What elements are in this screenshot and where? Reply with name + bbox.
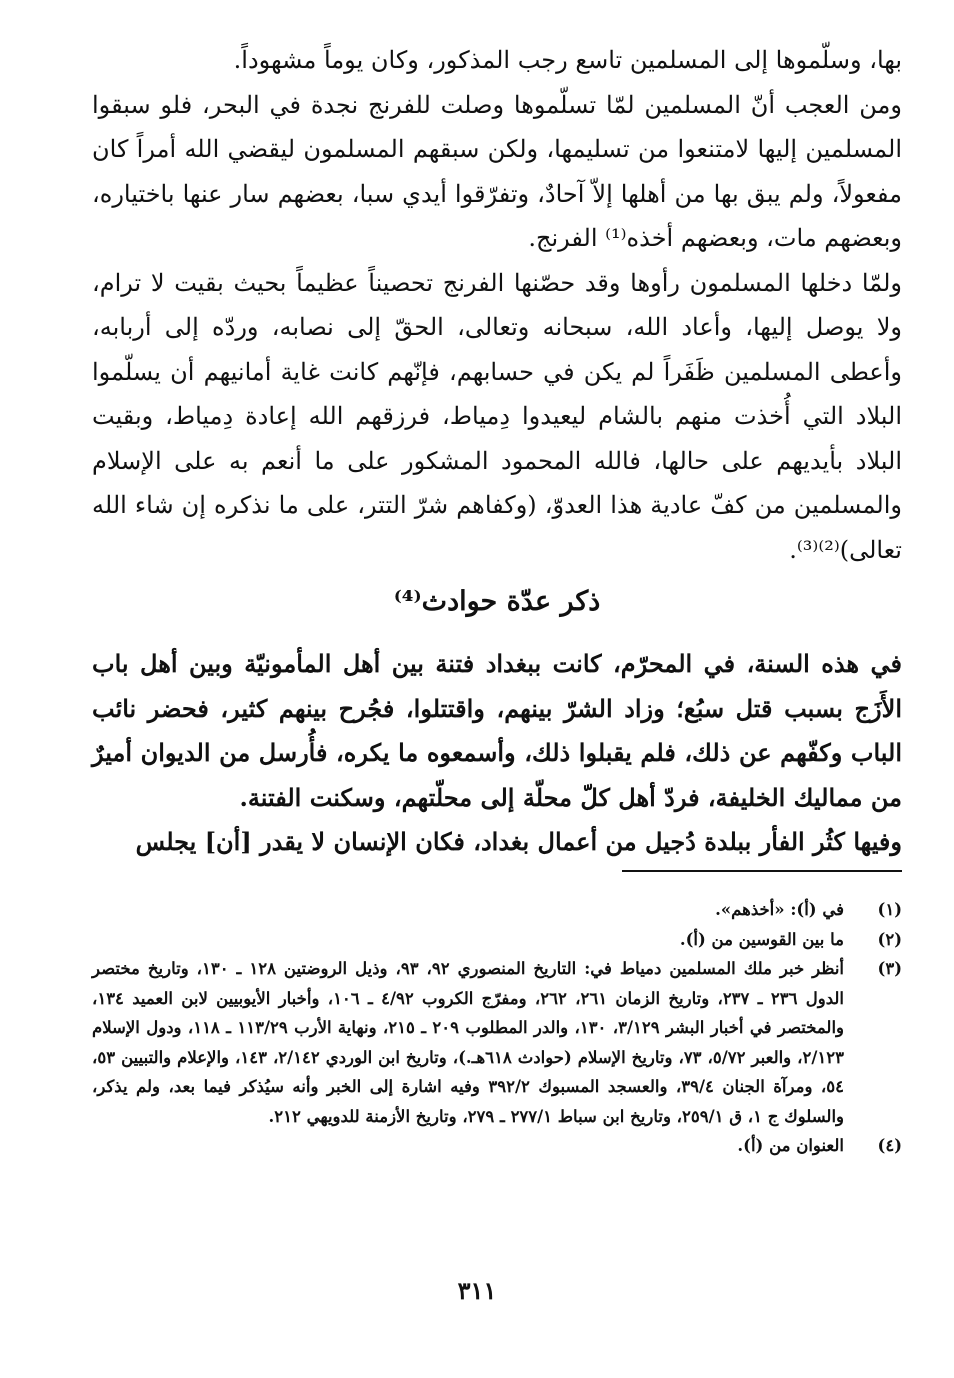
footnote-text: أنظر خبر ملك المسلمين دمياط في: التاريخ المنصوري ٩٢، ٩٣، وذيل الروضتين ١٢٨ ـ ١٣٠، وتاريخ مختصر الدول ٢٣٦ ـ ٢٣٧، وتاريخ الزمان ٢٦١، ٢٦٢، ومفرّج الكروب ٤/٩٢ ـ ١٠٦، وأخبار الأيوبيين لابن العميد ١٣٤، والمختصر في أخبار البشر ٣/١٢٩، ١٣٠، والدر المطلوب ٢٠٩ ـ ٢١٥، ونهاية الأرب ١١٣/٢٩ ـ ١١٨، ودول الإسلام ٢/١٢٣، والعبر ٥/٧٢، ٧٣، وتاريخ الإسلام (حوادث ٦١٨هـ.)، وتاريخ ابن الوردي ٢/١٤٢، ١٤٣، والإعلام والتبيين ٥٣، ٥٤، ومرآة الجنان ٣٩/٤، والعسجد المسبوك ٣٩٢/٢ وفيه اشارة إلى الخبر وأنه سيُذكر فيما بعد، ولم يذكر، والسلوك ج ١، ق ٢٥٩/١، وتاريخ ابن سباط ٢٧٧/١ ـ ٢٧٩، وتاريخ الأزمنة للدويهي ٢١٢. (92, 959, 845, 1126)
footnotes (92, 895, 902, 1161)
footnote-text: في (أ): «أخذهم». (715, 900, 844, 919)
paragraph-4: في هذه السنة، في المحرّم، كانت ببغداد فتنة بين أهل المأمونيّة وبين أهل باب الأَزَج بسبب قتل سبُع؛ وزاد الشرّ بينهم، واقتتلوا، فجُرح بينهم كثير، فحضر نائب الباب وكفّهم عن ذلك، فلم يقبلوا ذلك، وأسمعوه ما يكره، فأُرسل من الديوان أميرٌ من مماليك الخليفة، فردّ أهل كلّ محلّة إلى محلّتهم، وسكنت الفتنة. (92, 649, 903, 812)
paragraph-1: بها، وسلّموها إلى المسلمين تاسع رجب المذكور، وكان يوماً مشهوداً. (233, 46, 902, 74)
paragraph-2: ومن العجب أنّ المسلمين لمّا تسلّموها وصلت للفرنج نجدة في البحر، فلو سبقوا المسلمين إليها لامتنعوا من تسليمها، ولكن سبقهم المسلمون ليقضي الله أمراً كان مفعولاً، ولم يبق بها من أهلها إلاّ آحادٌ، وتفرّقوا أيدي سبا، بعضهم سار عنها باختياره، وبعضهم مات، وبعضهم أخذه⁽¹⁾ الفرنج. (92, 90, 903, 252)
section-heading: ذكر عدّة حوادث⁽⁴⁾ (393, 586, 601, 617)
paragraph-3: ولمّا دخلها المسلمون رأوها وقد حصّنها الفرنج تحصيناً عظيماً بحيث بقيت لا ترام، ولا يوصل إليها، وأعاد الله، سبحانه وتعالى، الحقّ إلى نصابه، وردّه إلى أربابه، وأعطى المسلمين ظَفَراً لم يكن في حسابهم، فإنّهم كانت غاية أمانيهم أن يسلّموا البلاد التي أُخذت منهم بالشام ليعيدوا دِمياط، فرزقهم الله إعادة دِمياط، وبقيت البلاد بأيديهم على حالها، فالله المحمود المشكور على ما أنعم به على الإسلام والمسلمين من كفّ عادية هذا العدوّ، (وكفاهم شرّ التتر، على ما نذكره إن شاء الله تعالى)⁽²⁾⁽³⁾. (92, 268, 902, 564)
main-text (92, 38, 902, 865)
footnote-number: (٤) (877, 1136, 902, 1155)
footnote-number: (٣) (877, 959, 902, 978)
footnote-separator (622, 870, 902, 872)
footnote-text: العنوان من (أ). (737, 1136, 844, 1155)
footnote-number: (١) (877, 900, 902, 919)
footnote-2 (92, 925, 902, 955)
footnote-number: (٢) (877, 929, 902, 949)
paragraph-5: وفيها كثُر الفأر ببلدة دُجيل من أعمال بغداد، فكان الإنسان لا يقدر [أن] يجلس (135, 827, 902, 856)
page-number: ٣١١ (457, 1276, 497, 1305)
footnote-text: ما بين القوسين من (أ). (679, 929, 844, 949)
footnote-1 (92, 895, 902, 925)
footnote-3 (92, 954, 902, 1131)
footnote-4 (92, 1131, 902, 1161)
